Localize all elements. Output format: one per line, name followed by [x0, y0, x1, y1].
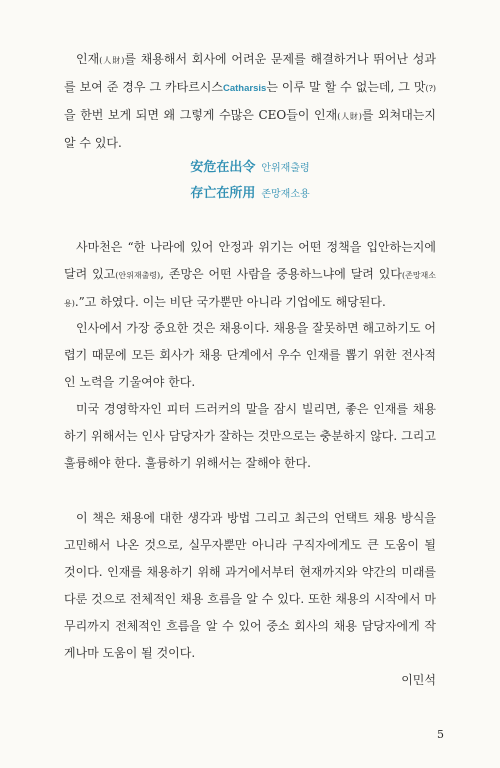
quote-hanja-1: 安危在出令	[190, 160, 256, 175]
hanja-annotation: (人財)	[99, 56, 125, 65]
closing-paragraph: 이 책은 채용에 대한 생각과 방법 그리고 최근의 언택트 채용 방식을 고민해서 나온 것으로, 실무자뿐만 아니라 구직자에게도 큰 도움이 될 것이다. 인재를 채용하기 위해 과거에서부터 현재까지와 약간의 미래를 다룬 것으로 전체적인 채용 흐름을 알 수 있다. 또한 채용의 시작에서 마무리까지 전체적인 흐름을 알 수 있어 중소 회사의 채용 담당자에게 작게나마 도움이 될 것이다.	[64, 511, 436, 660]
intro-text-2: 를 채용해서 회사에 어려운 문제를 해결하거나 뛰어난 성과를 보여 준 경우 그 카타르시스	[64, 52, 436, 94]
body-paragraph-2: 인사에서 가장 중요한 것은 채용이다. 채용을 잘못하면 해고하기도 어렵기 때문에 모든 회사가 채용 단계에서 우수 인재를 뽑기 위한 전사적인 노력을 기울여야 한다.	[64, 321, 436, 389]
reading-annotation-2: (존망재소용)	[64, 271, 437, 308]
intro-text-4: 을 한번 보게 되면 왜 그렇게 수많은 CEO들이 인재	[64, 108, 338, 122]
hanja-annotation-2: (人財)	[337, 112, 362, 121]
body-text-1b: , 존망은 어떤 사람을 중용하느냐에 달려 있다	[160, 267, 402, 281]
intro-text-1: 인재	[76, 52, 100, 66]
intro-text-3: 는 이루 말 할 수 없는데, 그 맛	[266, 80, 426, 94]
quote-line-2	[0, 182, 500, 201]
body-paragraph-3: 미국 경영학자인 피터 드러커의 말을 잠시 빌리면, 좋은 인재를 채용하기 위해서는 인사 담당자가 잘하는 것만으로는 충분하지 않다. 그리고 훌륭해야 한다. 훌륭하기 위해서는 잘해야 한다.	[64, 402, 436, 470]
quote-line-1	[0, 156, 500, 175]
body-text-1c: .”고 하였다. 이는 비단 국가뿐만 아니라 기업에도 해당된다.	[74, 295, 386, 309]
author-signature: 이민석	[401, 673, 436, 687]
quote-reading-2: 존망재소용	[261, 189, 310, 200]
body-paragraph-1	[64, 234, 436, 317]
question-annotation: (?)	[425, 84, 437, 93]
intro-paragraph	[64, 46, 436, 157]
body-text-1a: 사마천은 “한 나라에 있어 안정과 위기는 어떤 정책을 입안하는지에 달려 있고	[64, 240, 436, 281]
page-number: 5	[437, 728, 444, 741]
quote-hanja-2: 存亡在所用	[190, 186, 256, 201]
reading-annotation-1: (안위재출령)	[115, 271, 161, 280]
quote-reading-1: 안위재출령	[261, 163, 310, 174]
intro-text-5: 를 외쳐대는지 알 수 있다.	[64, 108, 436, 150]
latin-annotation: Catharsis	[223, 83, 267, 94]
